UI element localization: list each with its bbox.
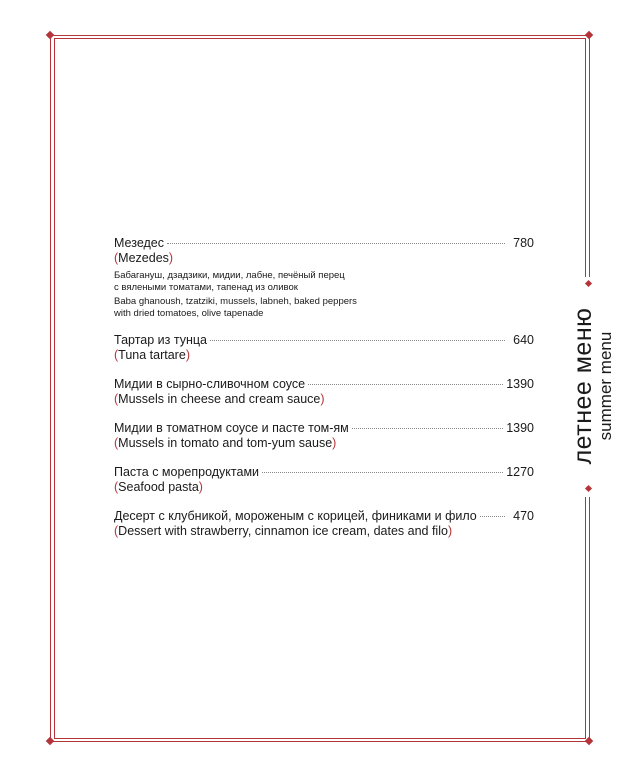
dotted-leader	[480, 516, 505, 517]
menu-item-mussels-tomato	[114, 421, 534, 451]
desc-ru-line: с вялеными томатами, тапенад из оливок	[114, 281, 298, 293]
frame-right-line-lower	[589, 497, 590, 742]
frame-bottom-line-inner	[54, 738, 586, 739]
menu-item-tuna-tartare	[114, 333, 534, 363]
menu-item-seafood-pasta	[114, 465, 534, 495]
frame-top-line-inner	[54, 38, 586, 39]
side-title-en: summer menu	[595, 331, 615, 441]
item-name-en: Dessert with strawberry, cinnamon ice cream, dates and filo	[118, 524, 448, 538]
item-price: 780	[513, 236, 534, 250]
item-price: 470	[513, 509, 534, 523]
item-name-en-line: (Tuna tartare)	[114, 348, 190, 362]
item-description-en	[114, 296, 534, 319]
item-price: 1270	[506, 465, 534, 479]
item-name-en: Mussels in cheese and cream sauce	[118, 392, 321, 406]
side-diamond-bottom	[585, 485, 592, 492]
item-name-en: Seafood pasta	[118, 480, 199, 494]
menu-item-mussels-cheese	[114, 377, 534, 407]
side-title-ru: летнее меню	[568, 307, 597, 465]
item-name-ru: Десерт с клубникой, мороженым с корицей, финиками и фило	[114, 509, 477, 523]
item-name-en-line: (Dessert with strawberry, cinnamon ice cream, dates and filo)	[114, 524, 453, 538]
item-price: 640	[513, 333, 534, 347]
frame-left-line-inner	[54, 38, 55, 739]
item-price: 1390	[506, 377, 534, 391]
frame-bottom-line	[50, 741, 590, 742]
item-name-en: Mezedes	[118, 251, 169, 265]
item-name-en-line: (Seafood pasta)	[114, 480, 203, 494]
frame-top-line	[50, 35, 590, 36]
item-name-en-line: (Mussels in tomato and tom-yum sause)	[114, 436, 337, 450]
frame-right-line-lower-inner	[585, 497, 586, 739]
dotted-leader	[167, 243, 505, 244]
item-name-en: Tuna tartare	[118, 348, 186, 362]
item-name-ru: Тартар из тунца	[114, 333, 207, 347]
item-name-en: Mussels in tomato and tom-yum sause	[118, 436, 333, 450]
desc-en-line: with dried tomatoes, olive tapenade	[114, 307, 264, 319]
frame-right-line-inner	[585, 38, 586, 277]
menu-list	[114, 236, 534, 539]
menu-item-mezedes	[114, 236, 534, 319]
corner-diamond-bottom-left	[46, 737, 54, 745]
dotted-leader	[262, 472, 503, 473]
item-name-ru: Мезедес	[114, 236, 164, 250]
corner-diamond-top-left	[46, 31, 54, 39]
dotted-leader	[210, 340, 505, 341]
item-name-en-line: (Mezedes)	[114, 251, 174, 265]
item-name-ru: Мидии в сырно-сливочном соусе	[114, 377, 306, 391]
item-description-ru	[114, 270, 534, 293]
dotted-leader	[308, 384, 503, 385]
desc-en-line: Baba ghanoush, tzatziki, mussels, labneh, baked peppers	[114, 296, 357, 307]
frame-left-line	[50, 35, 51, 742]
item-price: 1390	[506, 421, 534, 435]
corner-diamond-bottom-right	[585, 737, 593, 745]
item-name-ru: Мидии в томатном соусе и пасте том-ям	[114, 421, 349, 435]
menu-item-dessert	[114, 509, 534, 539]
side-title	[560, 287, 620, 485]
corner-diamond-top-right	[585, 31, 593, 39]
dotted-leader	[352, 428, 503, 429]
side-diamond-top	[585, 280, 592, 287]
item-name-en-line: (Mussels in cheese and cream sauce)	[114, 392, 325, 406]
desc-ru-line: Бабагануш, дзадзики, мидии, лабне, печёный перец	[114, 270, 345, 281]
item-name-ru: Паста с морепродуктами	[114, 465, 260, 479]
frame-right-line	[589, 35, 590, 277]
